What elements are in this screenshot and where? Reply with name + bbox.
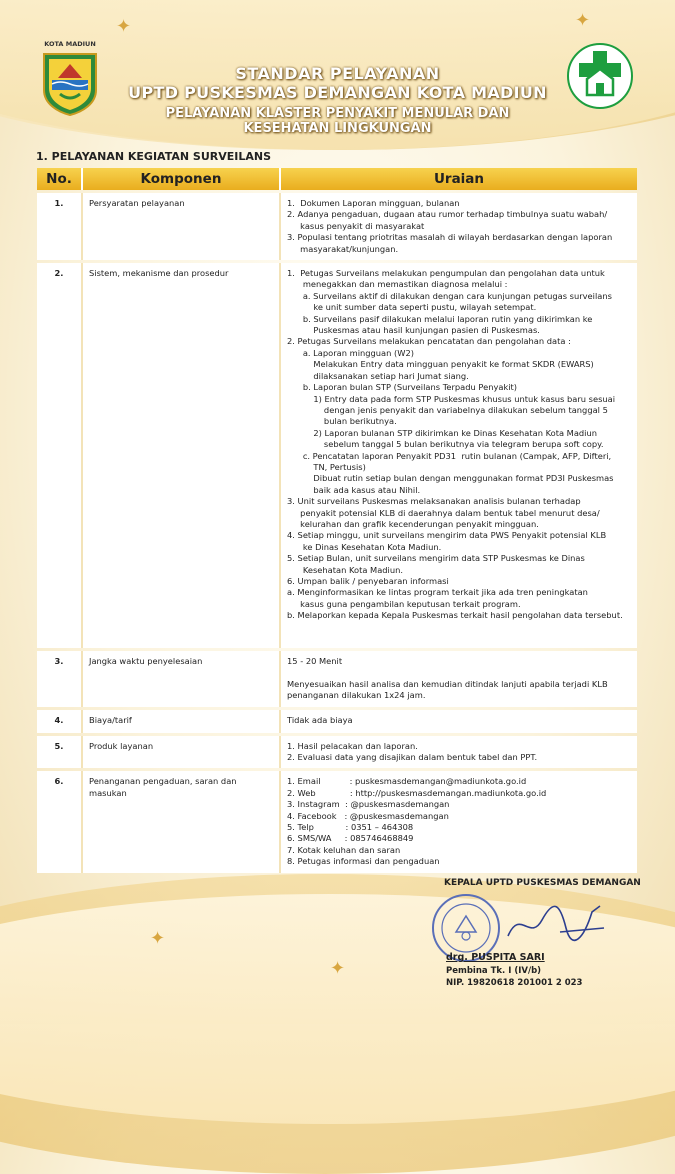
uraian-line: Melakukan Entry data mingguan penyakit ke format SKDR (EWARS) xyxy=(287,359,594,370)
table-header-row xyxy=(37,168,637,190)
signature-block xyxy=(430,878,645,988)
uraian-line: 5. Telp : 0351 – 464308 xyxy=(287,822,414,833)
header-komponen: Komponen xyxy=(83,168,281,190)
uraian-line: 2) Laporan bulanan STP dikirimkan ke Dinas Kesehatan Kota Madiun xyxy=(287,427,598,438)
table-row xyxy=(37,771,637,872)
uraian-line: 4. Facebook : @puskesmasdemangan xyxy=(287,810,449,821)
uraian-line: Dibuat rutin setiap bulan dengan menggunakan format PD3I Puskesmas xyxy=(287,473,614,484)
uraian-line: 7. Kotak keluhan dan saran xyxy=(287,844,401,855)
uraian-line: b. Melaporkan kepada Kepala Puskesmas terkait hasil pengolahan data tersebut. xyxy=(287,610,623,621)
uraian-line: menegakkan dan memastikan diagnosa melalui : xyxy=(287,279,508,290)
uraian-line: Kesehatan Kota Madiun. xyxy=(287,564,404,575)
uraian-line: Puskesmas atau hasil kunjungan pasien di Puskesmas. xyxy=(287,325,540,336)
table-row xyxy=(37,736,637,769)
uraian-line: ke unit sumber data seperti pustu, wilayah setempat. xyxy=(287,302,537,313)
sparkle-icon: ✦ xyxy=(150,928,166,949)
row-number: 2. xyxy=(37,263,83,648)
header-uraian: Uraian xyxy=(281,168,637,190)
uraian-line: 5. Setiap Bulan, unit surveilans mengirim data STP Puskesmas ke Dinas xyxy=(287,553,585,564)
uraian-line: 6. Umpan balik / penyebaran informasi xyxy=(287,576,449,586)
signature-title: KEPALA UPTD PUSKESMAS DEMANGAN xyxy=(444,878,641,888)
city-logo xyxy=(38,40,102,120)
signatory-rank: Pembina Tk. I (IV/b) xyxy=(446,966,542,976)
signature-scribble-icon xyxy=(500,898,610,948)
uraian-line: 2. Web : http://puskesmasdemangan.madiunkota.go.id xyxy=(287,787,547,798)
row-number: 5. xyxy=(37,736,83,769)
header xyxy=(0,0,675,150)
page-title-line2: UPTD PUSKESMAS DEMANGAN KOTA MADIUN xyxy=(128,83,547,102)
uraian-line: a. Menginformasikan ke lintas program terkait jika ada tren peningkatan xyxy=(287,587,588,598)
uraian-line: masyarakat/kunjungan. xyxy=(287,243,399,254)
uraian-line: 8. Petugas informasi dan pengaduan xyxy=(287,856,440,867)
uraian-line: Menyesuaikan hasil analisa dan kemudian ditindak lanjuti apabila terjadi KLB xyxy=(287,678,608,689)
uraian-line: penanganan dilakukan 1x24 jam. xyxy=(287,690,426,701)
uraian-line: ke Dinas Kesehatan Kota Madiun. xyxy=(287,541,442,552)
uraian-line: c. Pencatatan laporan Penyakit PD31 rutin bulanan (Campak, AFP, Difteri, xyxy=(287,450,612,461)
uraian-line: 3. Unit surveilans Puskesmas melaksanakan analisis bulanan terhadap xyxy=(287,496,581,507)
table-row xyxy=(37,710,637,733)
sparkle-icon: ✦ xyxy=(116,16,132,37)
uraian-line: a. Laporan mingguan (W2) xyxy=(287,347,414,358)
uraian-line: 6. SMS/WA : 085746468849 xyxy=(287,833,414,844)
row-uraian xyxy=(281,651,637,707)
madiun-emblem-icon xyxy=(38,50,102,116)
city-label: KOTA MADIUN xyxy=(44,40,96,48)
page-subtitle-line2: KESEHATAN LINGKUNGAN xyxy=(243,121,432,136)
row-uraian xyxy=(281,771,637,872)
row-uraian xyxy=(281,263,637,648)
table-row xyxy=(37,193,637,260)
uraian-line xyxy=(287,667,631,678)
uraian-line: dengan jenis penyakit dan variabelnya dilakukan sebelum tanggal 5 xyxy=(287,404,608,415)
uraian-line: 1. Dokumen Laporan mingguan, bulanan xyxy=(287,198,460,208)
row-uraian xyxy=(281,193,637,260)
uraian-line: bulan berikutnya. xyxy=(287,416,397,427)
row-uraian xyxy=(281,736,637,769)
puskesmas-logo-icon xyxy=(567,43,633,109)
row-komponen: Produk layanan xyxy=(83,736,281,769)
row-uraian xyxy=(281,710,637,733)
uraian-line: b. Laporan bulan STP (Surveilans Terpadu Penyakit) xyxy=(287,382,518,393)
uraian-line: 1. Petugas Surveilans melakukan pengumpulan dan pengolahan data untuk xyxy=(287,268,605,279)
uraian-line: 2. Petugas Surveilans melakukan pencatatan dan pengolahan data : xyxy=(287,336,571,347)
row-komponen: Penanganan pengaduan, saran dan masukan xyxy=(83,771,281,872)
row-komponen: Persyaratan pelayanan xyxy=(83,193,281,260)
uraian-line: kasus guna pengambilan keputusan terkait program. xyxy=(287,598,521,609)
table-row xyxy=(37,263,637,648)
row-number: 4. xyxy=(37,710,83,733)
row-komponen: Jangka waktu penyelesaian xyxy=(83,651,281,707)
sparkle-icon: ✦ xyxy=(330,958,346,979)
table-row xyxy=(37,651,637,707)
page-title: STANDAR PELAYANAN xyxy=(235,64,440,83)
row-komponen: Sistem, mekanisme dan prosedur xyxy=(83,263,281,648)
page-subtitle: PELAYANAN KLASTER PENYAKIT MENULAR DAN xyxy=(165,106,510,121)
row-number: 1. xyxy=(37,193,83,260)
uraian-line: sebelum tanggal 5 bulan berikutnya via telegram berupa soft copy. xyxy=(287,439,604,450)
row-komponen: Biaya/tarif xyxy=(83,710,281,733)
uraian-line: penyakit potensial KLB di daerahnya dalam bentuk tabel menurut desa/ xyxy=(287,507,600,518)
signatory-name: drg. PUSPITA SARI xyxy=(446,952,545,963)
row-number: 6. xyxy=(37,771,83,872)
sparkle-icon: ✦ xyxy=(575,10,591,31)
signatory-nip: NIP. 19820618 201001 2 023 xyxy=(446,978,583,988)
uraian-line: 1) Entry data pada form STP Puskesmas khusus untuk kasus baru sesuai xyxy=(287,393,616,404)
uraian-line: 3. Populasi tentang priotritas masalah di wilayah berdasarkan dengan laporan xyxy=(287,232,613,243)
uraian-line: 4. Setiap minggu, unit surveilans mengirim data PWS Penyakit potensial KLB xyxy=(287,530,607,541)
uraian-line: 1. Email : puskesmasdemangan@madiunkota.go.id xyxy=(287,776,527,787)
uraian-line: kelurahan dan grafik kecenderungan penyakit mingguan. xyxy=(287,518,539,529)
uraian-line: baik ada kasus atau Nihil. xyxy=(287,484,421,495)
uraian-line: 2. Adanya pengaduan, dugaan atau rumor terhadap timbulnya suatu wabah/ xyxy=(287,209,608,220)
uraian-line: Tidak ada biaya xyxy=(287,714,353,725)
uraian-line: TN, Pertusis) xyxy=(287,461,366,472)
uraian-line: kasus penyakit di masyarakat xyxy=(287,220,425,231)
row-number: 3. xyxy=(37,651,83,707)
service-standard-table xyxy=(37,165,637,876)
uraian-line: dilaksanakan setiap hari Jumat siang. xyxy=(287,370,469,381)
uraian-line: a. Surveilans aktif di dilakukan dengan cara kunjungan petugas surveilans xyxy=(287,290,612,301)
title-block xyxy=(120,64,555,136)
header-no: No. xyxy=(37,168,83,190)
uraian-line: 3. Instagram : @puskesmasdemangan xyxy=(287,799,450,810)
section-title: 1. PELAYANAN KEGIATAN SURVEILANS xyxy=(36,150,272,163)
uraian-line: 2. Evaluasi data yang disajikan dalam bentuk tabel dan PPT. xyxy=(287,752,538,763)
uraian-line: b. Surveilans pasif dilakukan melalui laporan rutin yang dikirimkan ke xyxy=(287,313,593,324)
uraian-line: 1. Hasil pelacakan dan laporan. xyxy=(287,740,418,751)
uraian-line: 15 - 20 Menit xyxy=(287,656,343,667)
